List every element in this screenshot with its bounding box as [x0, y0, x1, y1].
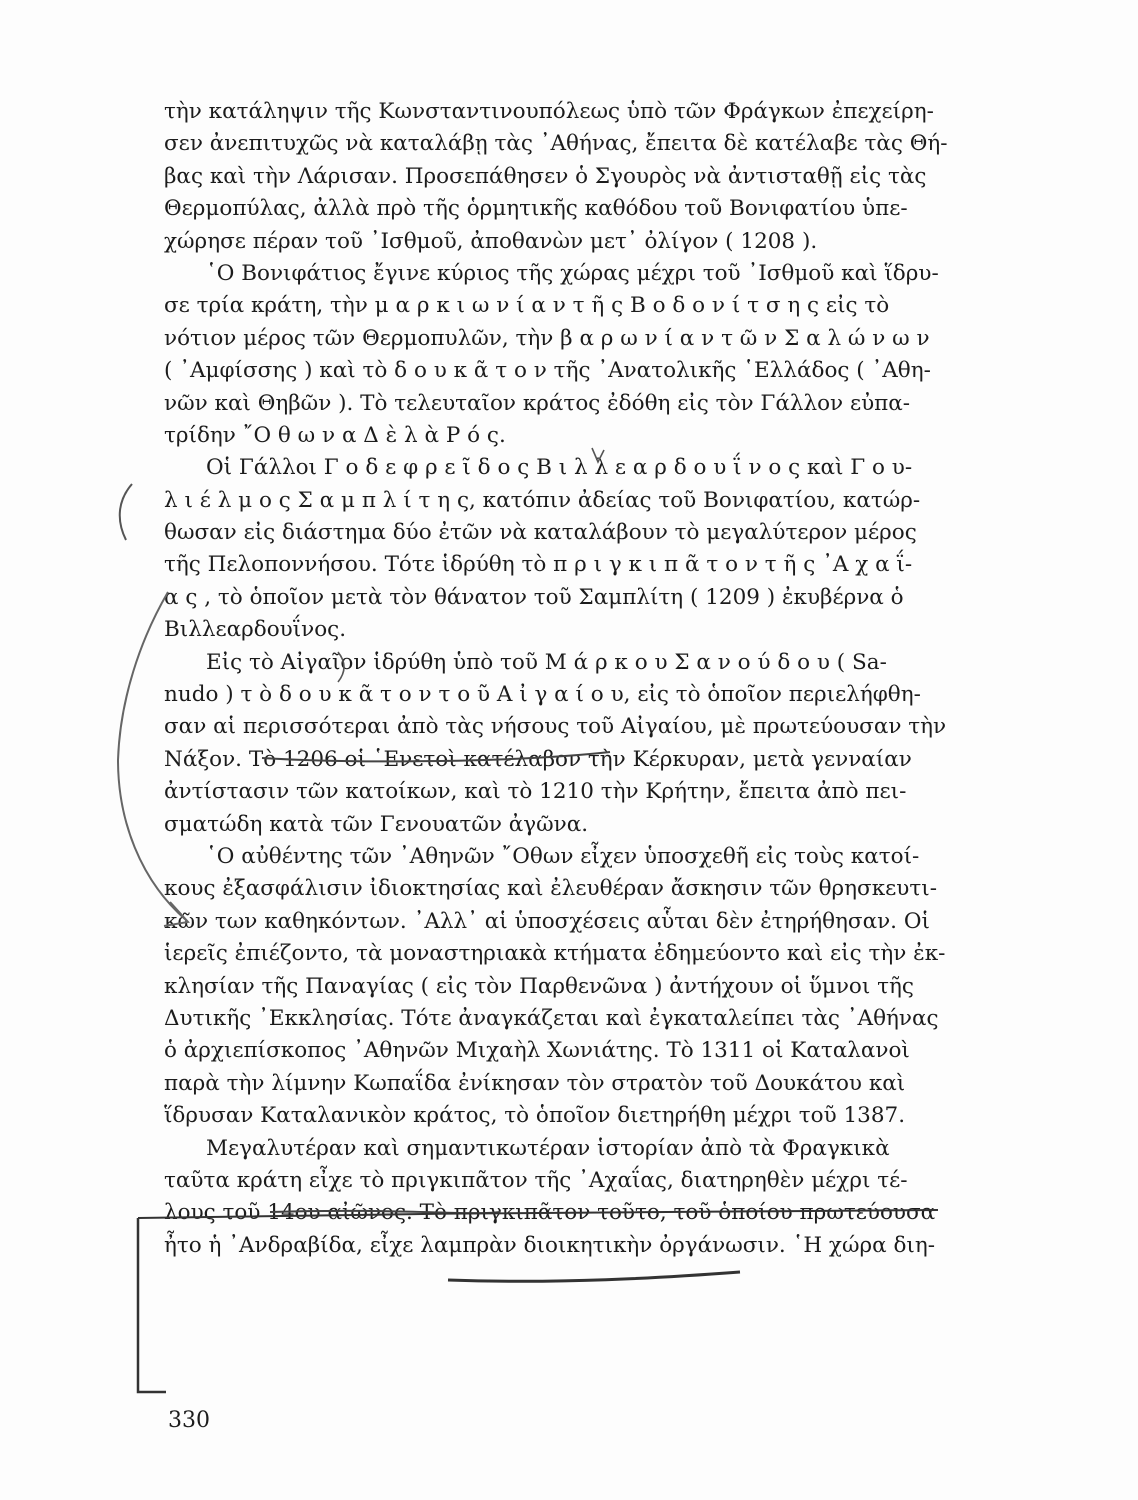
text-line: νότιον μέρος τῶν Θερμοπυλῶν, τὴν β α ρ ω ν ί α ν τ ῶ ν Σ α λ ώ ν ω ν — [164, 325, 930, 351]
text-line: κλησίαν τῆς Παναγίας ( εἰς τὸν Παρθενῶνα ) ἀντήχουν οἱ ὕμνοι τῆς — [164, 973, 914, 999]
text-line: ῾Ο αὐθέντης τῶν ᾿Αθηνῶν ῎Οθων εἶχεν ὑποσχεθῆ εἰς τοὺς κατοί- — [206, 843, 920, 869]
text-line: Εἰς τὸ Αἰγαῖον ἱδρύθη ὑπὸ τοῦ Μ ά ρ κ ο υ Σ α ν ο ύ δ ο υ ( Sa- — [206, 649, 887, 675]
body-text — [164, 96, 1022, 1262]
text-line: Οἱ Γάλλοι Γ ο δ ε φ ρ ε ῖ δ ο ς Β ι λ λ ε α ρ δ ο υ ΐ ν ο ς καὶ Γ ο υ- — [206, 455, 913, 481]
text-line: λ ι έ λ μ ο ς Σ α μ π λ ί τ η ς, κατόπιν ἀδείας τοῦ Βονιφατίου, κατώρ- — [164, 487, 921, 513]
text-line: κῶν των καθηκόντων. ᾿Αλλ᾿ αἱ ὑποσχέσεις αὗται δὲν ἐτηρήθησαν. Οἱ — [164, 908, 930, 934]
text-line: ἀντίστασιν τῶν κατοίκων, καὶ τὸ 1210 τὴν Κρήτην, ἔπειτα ἀπὸ πει- — [164, 779, 907, 805]
text-line: σματώδη κατὰ τῶν Γενουατῶν ἀγῶνα. — [164, 811, 589, 837]
text-line: ἱερεῖς ἐπιέζοντο, τὰ μοναστηριακὰ κτήματα ἐδημεύοντο καὶ εἰς τὴν ἐκ- — [164, 941, 946, 967]
paragraph-bracket-mark — [138, 1218, 166, 1392]
text-line: α ς , τὸ ὁποῖον μετὰ τὸν θάνατον τοῦ Σαμπλίτη ( 1209 ) ἐκυβέρνα ὁ — [164, 584, 904, 610]
text-line: ὁ ἀρχιεπίσκοπος ᾿Αθηνῶν Μιχαὴλ Χωνιάτης. Τὸ 1311 οἱ Καταλανοὶ — [164, 1038, 910, 1064]
text-line: τρίδην ῎Ο θ ω ν α Δ ὲ λ ὰ Ρ ό ς. — [164, 422, 506, 448]
text-line: βας καὶ τὴν Λάρισαν. Προσεπάθησεν ὁ Σγουρὸς νὰ ἀντισταθῇ εἰς τὰς — [164, 163, 927, 189]
text-line: Θερμοπύλας, ἀλλὰ πρὸ τῆς ὁρμητικῆς καθόδου τοῦ Βονιφατίου ὑπε- — [164, 196, 908, 222]
text-line: Μεγαλυτέραν καὶ σημαντικωτέραν ἱστορίαν ἀπὸ τὰ Φραγκικὰ — [206, 1135, 890, 1161]
text-line: τῆς Πελοποννήσου. Τότε ἱδρύθη τὸ π ρ ι γ κ ι π ᾶ τ ο ν τ ῆ ς ᾿Α χ α ΐ- — [164, 552, 913, 578]
text-line: σαν αἱ περισσότεραι ἀπὸ τὰς νήσους τοῦ Αἰγαίου, μὲ πρωτεύουσαν τὴν — [164, 714, 947, 740]
text-line: κους ἐξασφάλισιν ἰδιοκτησίας καὶ ἐλευθέραν ἄσκησιν τῶν θρησκευτι- — [164, 876, 937, 902]
page-number: 330 — [168, 1408, 210, 1433]
text-line: nudo ) τ ὸ δ ο υ κ ᾶ τ ο ν τ ο ῦ Α ἰ γ α ί ο υ, εἰς τὸ ὁποῖον περιελήφθη- — [164, 682, 921, 708]
text-line: ( ᾿Αμφίσσης ) καὶ τὸ δ ο υ κ ᾶ τ ο ν τῆς ᾿Ανατολικῆς ῾Ελλάδος ( ᾿Αθη- — [164, 358, 931, 384]
margin-bracket-mark — [120, 484, 132, 540]
text-line: χώρησε πέραν τοῦ ᾿Ισθμοῦ, ἀποθανὼν μετ᾿ ὀλίγον ( 1208 ). — [164, 228, 818, 254]
text-line: ἵδρυσαν Καταλανικὸν κράτος, τὸ ὁποῖον διετηρήθη μέχρι τοῦ 1387. — [164, 1103, 906, 1129]
text-line: ῾Ο Βονιφάτιος ἔγινε κύριος τῆς χώρας μέχρι τοῦ ᾿Ισθμοῦ καὶ ἵδρυ- — [206, 260, 939, 286]
text-line: Βιλλεαρδουΐνος. — [164, 617, 347, 643]
text-line: θωσαν εἰς διάστημα δύο ἐτῶν νὰ καταλάβουν τὸ μεγαλύτερον μέρος — [164, 520, 917, 546]
text-line: τὴν κατάληψιν τῆς Κωνσταντινουπόλεως ὑπὸ τῶν Φράγκων ἐπεχείρη- — [164, 99, 934, 124]
text-line: σε τρία κράτη, τὴν μ α ρ κ ι ω ν ί α ν τ ῆ ς Β ο δ ο ν ί τ σ η ς εἰς τὸ — [164, 293, 890, 319]
underline-mark — [448, 1272, 740, 1281]
text-line: Δυτικῆς ᾿Εκκλησίας. Τότε ἀναγκάζεται καὶ ἐγκαταλείπει τὰς ᾿Αθήνας — [164, 1005, 939, 1031]
text-line: ἦτο ἡ ᾿Ανδραβίδα, εἶχε λαμπρὰν διοικητικὴν ὀργάνωσιν. ῾Η χώρα διη- — [164, 1232, 936, 1258]
text-line: νῶν καὶ Θηβῶν ). Τὸ τελευταῖον κράτος ἐδόθη εἰς τὸν Γάλλον εὐπα- — [164, 390, 911, 416]
text-line: σεν ἀνεπιτυχῶς νὰ καταλάβῃ τὰς ᾿Αθήνας, ἔπειτα δὲ κατέλαβε τὰς Θή- — [164, 131, 948, 157]
text-line: λους τοῦ 14ου αἰῶνος. Τὸ πριγκιπᾶτον τοῦτο, τοῦ ὁποίου πρωτεύουσα — [164, 1200, 936, 1226]
text-line: Νάξον. Τὸ 1206 οἱ ῾Ενετοὶ κατέλαβον τὴν Κέρκυραν, μετὰ γενναίαν — [164, 746, 912, 772]
text-line: ταῦτα κράτη εἶχε τὸ πριγκιπᾶτον τῆς ᾿Αχαΐας, διατηρηθὲν μέχρι τέ- — [164, 1167, 908, 1193]
text-line: παρὰ τὴν λίμνην Κωπαΐδα ἐνίκησαν τὸν στρατὸν τοῦ Δουκάτου καὶ — [164, 1070, 906, 1096]
